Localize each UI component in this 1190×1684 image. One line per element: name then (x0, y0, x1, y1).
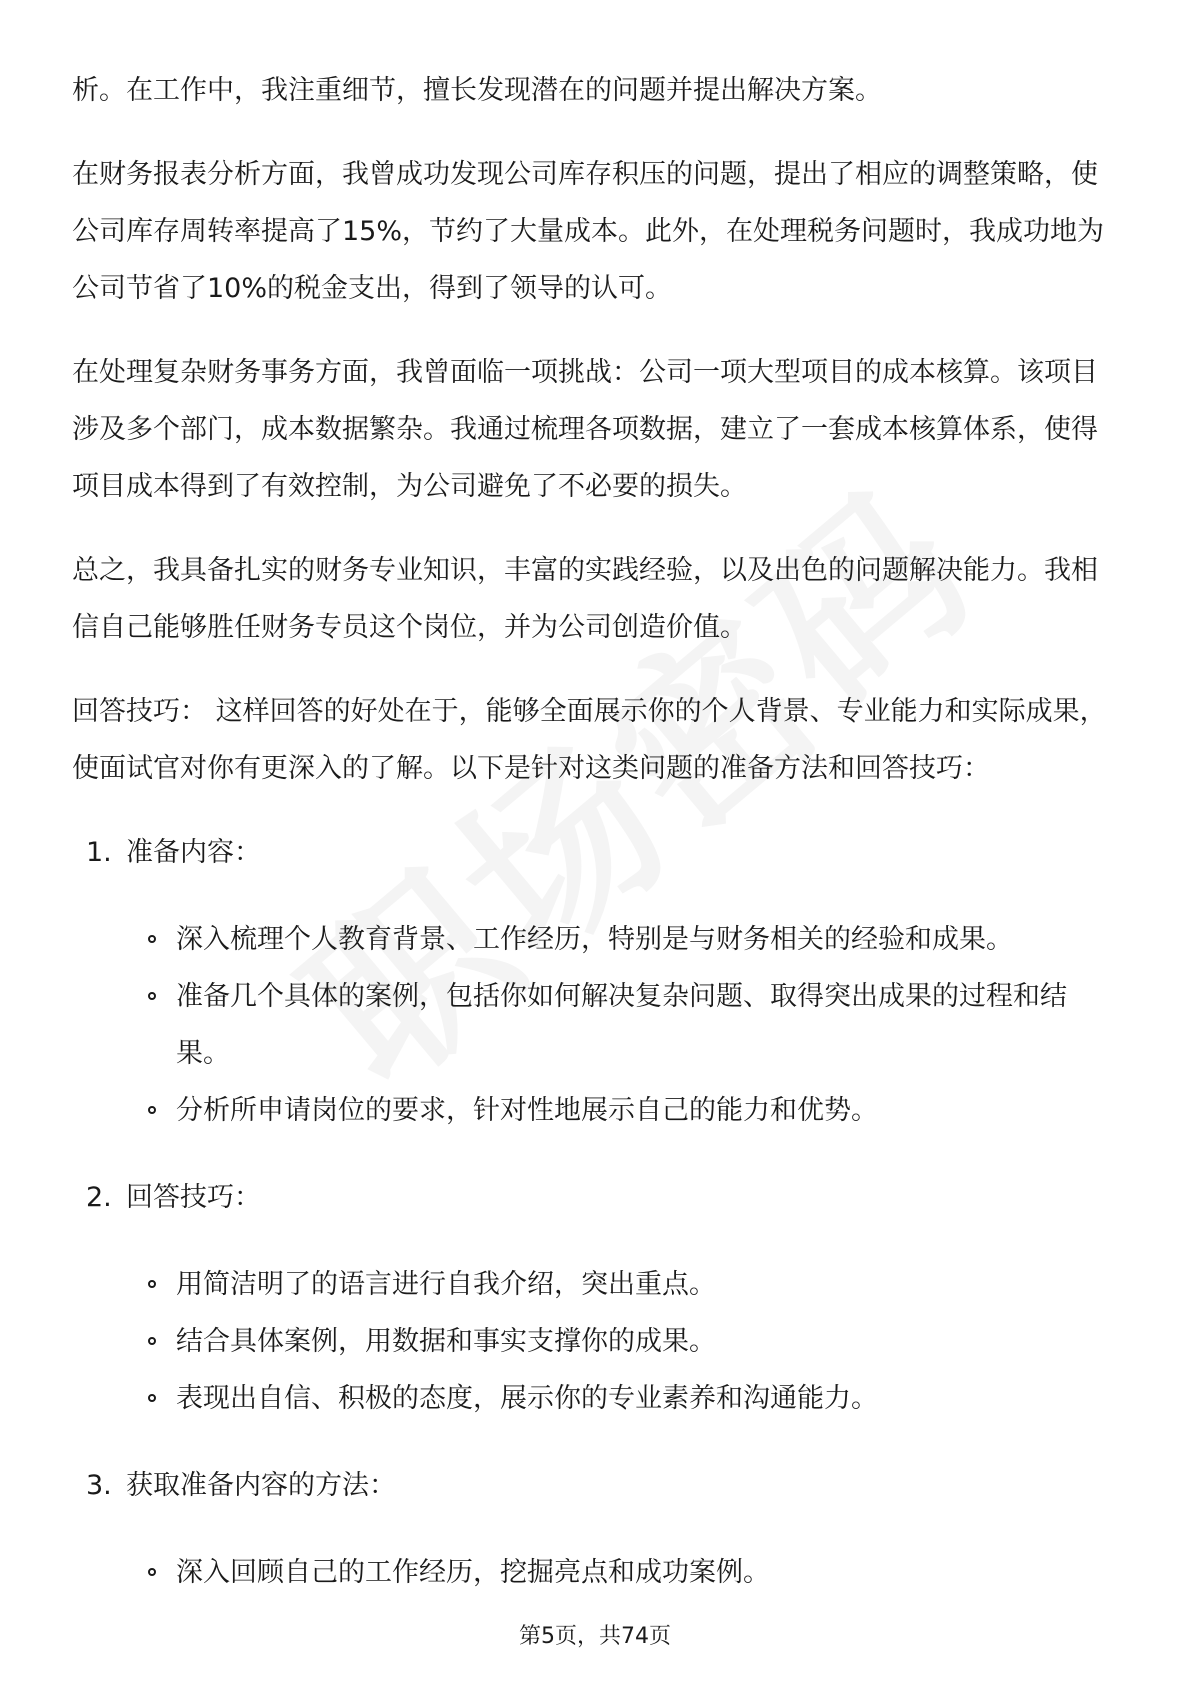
item-title: 回答技巧： (126, 1182, 261, 1213)
list-item-text: 准备几个具体的案例，包括你如何解决复杂问题、取得突出成果的过程和结果。 (176, 981, 1067, 1069)
list-item (72, 1544, 1120, 1601)
hollow-bullet-icon (148, 1394, 156, 1402)
list-item (72, 911, 1120, 968)
hollow-bullet-icon (148, 1568, 156, 1576)
list-item (72, 1256, 1120, 1313)
list-item-text: 分析所申请岗位的要求，针对性地展示自己的能力和优势。 (176, 1095, 878, 1126)
bullet-list (72, 1256, 1120, 1427)
hollow-bullet-icon (148, 992, 156, 1000)
item-number: 1. (86, 837, 112, 868)
list-item (72, 1313, 1120, 1370)
numbered-item (72, 1169, 1120, 1226)
hollow-bullet-icon (148, 1106, 156, 1114)
bullet-list (72, 911, 1120, 1139)
list-item-text: 表现出自信、积极的态度，展示你的专业素养和沟通能力。 (176, 1383, 878, 1414)
page-number-footer: 第5页，共74页 (519, 1624, 671, 1649)
paragraph: 回答技巧： 这样回答的好处在于，能够全面展示你的个人背景、专业能力和实际成果，使面试官对你有更深入的了解。以下是针对这类问题的准备方法和回答技巧： (72, 696, 1107, 784)
paragraph: 在处理复杂财务事务方面，我曾面临一项挑战：公司一项大型项目的成本核算。该项目涉及多个部门，成本数据繁杂。我通过梳理各项数据，建立了一套成本核算体系，使得项目成本得到了有效控制，为公司避免了不必要的损失。 (72, 357, 1098, 502)
item-title: 准备内容： (126, 837, 261, 868)
document-body (72, 62, 1120, 1631)
hollow-bullet-icon (148, 935, 156, 943)
numbered-item (72, 824, 1120, 881)
item-title: 获取准备内容的方法： (126, 1470, 396, 1501)
paragraph: 析。在工作中，我注重细节，擅长发现潜在的问题并提出解决方案。 (72, 75, 882, 106)
list-item (72, 1082, 1120, 1139)
list-item (72, 968, 1120, 1082)
paragraph: 总之，我具备扎实的财务专业知识，丰富的实践经验，以及出色的问题解决能力。我相信自己能够胜任财务专员这个岗位，并为公司创造价值。 (72, 555, 1098, 643)
paragraph: 在财务报表分析方面，我曾成功发现公司库存积压的问题，提出了相应的调整策略，使公司库存周转率提高了15%，节约了大量成本。此外，在处理税务问题时，我成功地为公司节省了10%的税金支出，得到了领导的认可。 (72, 159, 1105, 304)
list-item-text: 用简洁明了的语言进行自我介绍，突出重点。 (176, 1269, 716, 1300)
item-number: 2. (86, 1182, 112, 1213)
list-item-text: 深入梳理个人教育背景、工作经历，特别是与财务相关的经验和成果。 (176, 924, 1013, 955)
list-item-text: 深入回顾自己的工作经历，挖掘亮点和成功案例。 (176, 1557, 770, 1588)
numbered-item (72, 1457, 1120, 1514)
numbered-list (72, 824, 1120, 1601)
item-number: 3. (86, 1470, 112, 1501)
bullet-list (72, 1544, 1120, 1601)
hollow-bullet-icon (148, 1280, 156, 1288)
list-item-text: 结合具体案例，用数据和事实支撑你的成果。 (176, 1326, 716, 1357)
list-item (72, 1370, 1120, 1427)
hollow-bullet-icon (148, 1337, 156, 1345)
